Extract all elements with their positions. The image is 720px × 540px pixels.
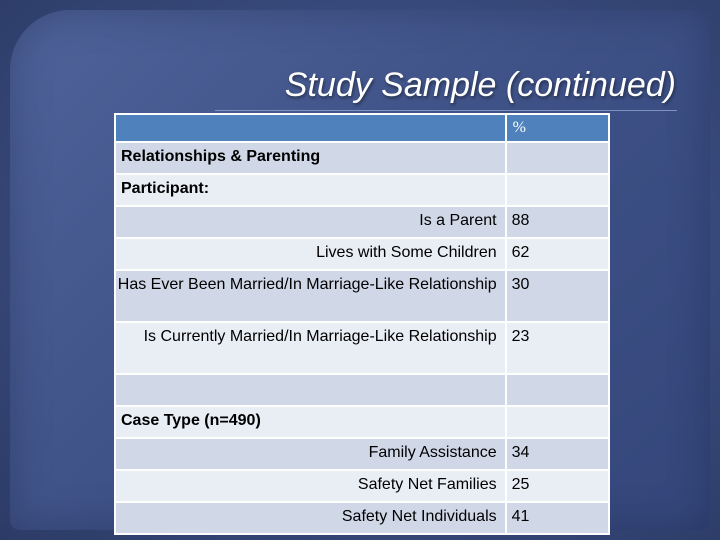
- row-label: Family Assistance: [115, 438, 506, 470]
- row-label: Safety Net Families: [115, 470, 506, 502]
- row-value: [506, 142, 609, 174]
- row-value: 41: [506, 502, 609, 534]
- table-header-row: [115, 114, 609, 142]
- row-value: 88: [506, 206, 609, 238]
- table-row: [115, 142, 609, 174]
- table-row: [115, 206, 609, 238]
- table-row: [115, 406, 609, 438]
- slide-title: Study Sample (continued): [284, 66, 676, 104]
- row-label: Has Ever Been Married/In Marriage-Like Relationship: [115, 270, 506, 322]
- row-value: 30: [506, 270, 609, 322]
- table-row: [115, 502, 609, 534]
- table-row: [115, 270, 609, 322]
- table-row: [115, 238, 609, 270]
- row-label: Is Currently Married/In Marriage-Like Relationship: [115, 322, 506, 374]
- row-value: [506, 406, 609, 438]
- table-row: [115, 322, 609, 374]
- study-sample-table: [114, 113, 610, 535]
- section-heading: Relationships & Parenting: [115, 142, 506, 174]
- row-value: 25: [506, 470, 609, 502]
- row-value: 34: [506, 438, 609, 470]
- row-value: [506, 174, 609, 206]
- section-heading: Case Type (n=490): [115, 406, 506, 438]
- row-value: [506, 374, 609, 406]
- row-value: 23: [506, 322, 609, 374]
- row-label: Is a Parent: [115, 206, 506, 238]
- row-value: 62: [506, 238, 609, 270]
- table-row: [115, 374, 609, 406]
- header-label-cell: [115, 114, 506, 142]
- row-label: [115, 374, 506, 406]
- table-row: [115, 438, 609, 470]
- section-heading: Participant:: [115, 174, 506, 206]
- row-label: Lives with Some Children: [115, 238, 506, 270]
- header-percent-cell: %: [506, 114, 609, 142]
- title-divider: [215, 110, 677, 111]
- row-label: Safety Net Individuals: [115, 502, 506, 534]
- table-row: [115, 470, 609, 502]
- table-row: [115, 174, 609, 206]
